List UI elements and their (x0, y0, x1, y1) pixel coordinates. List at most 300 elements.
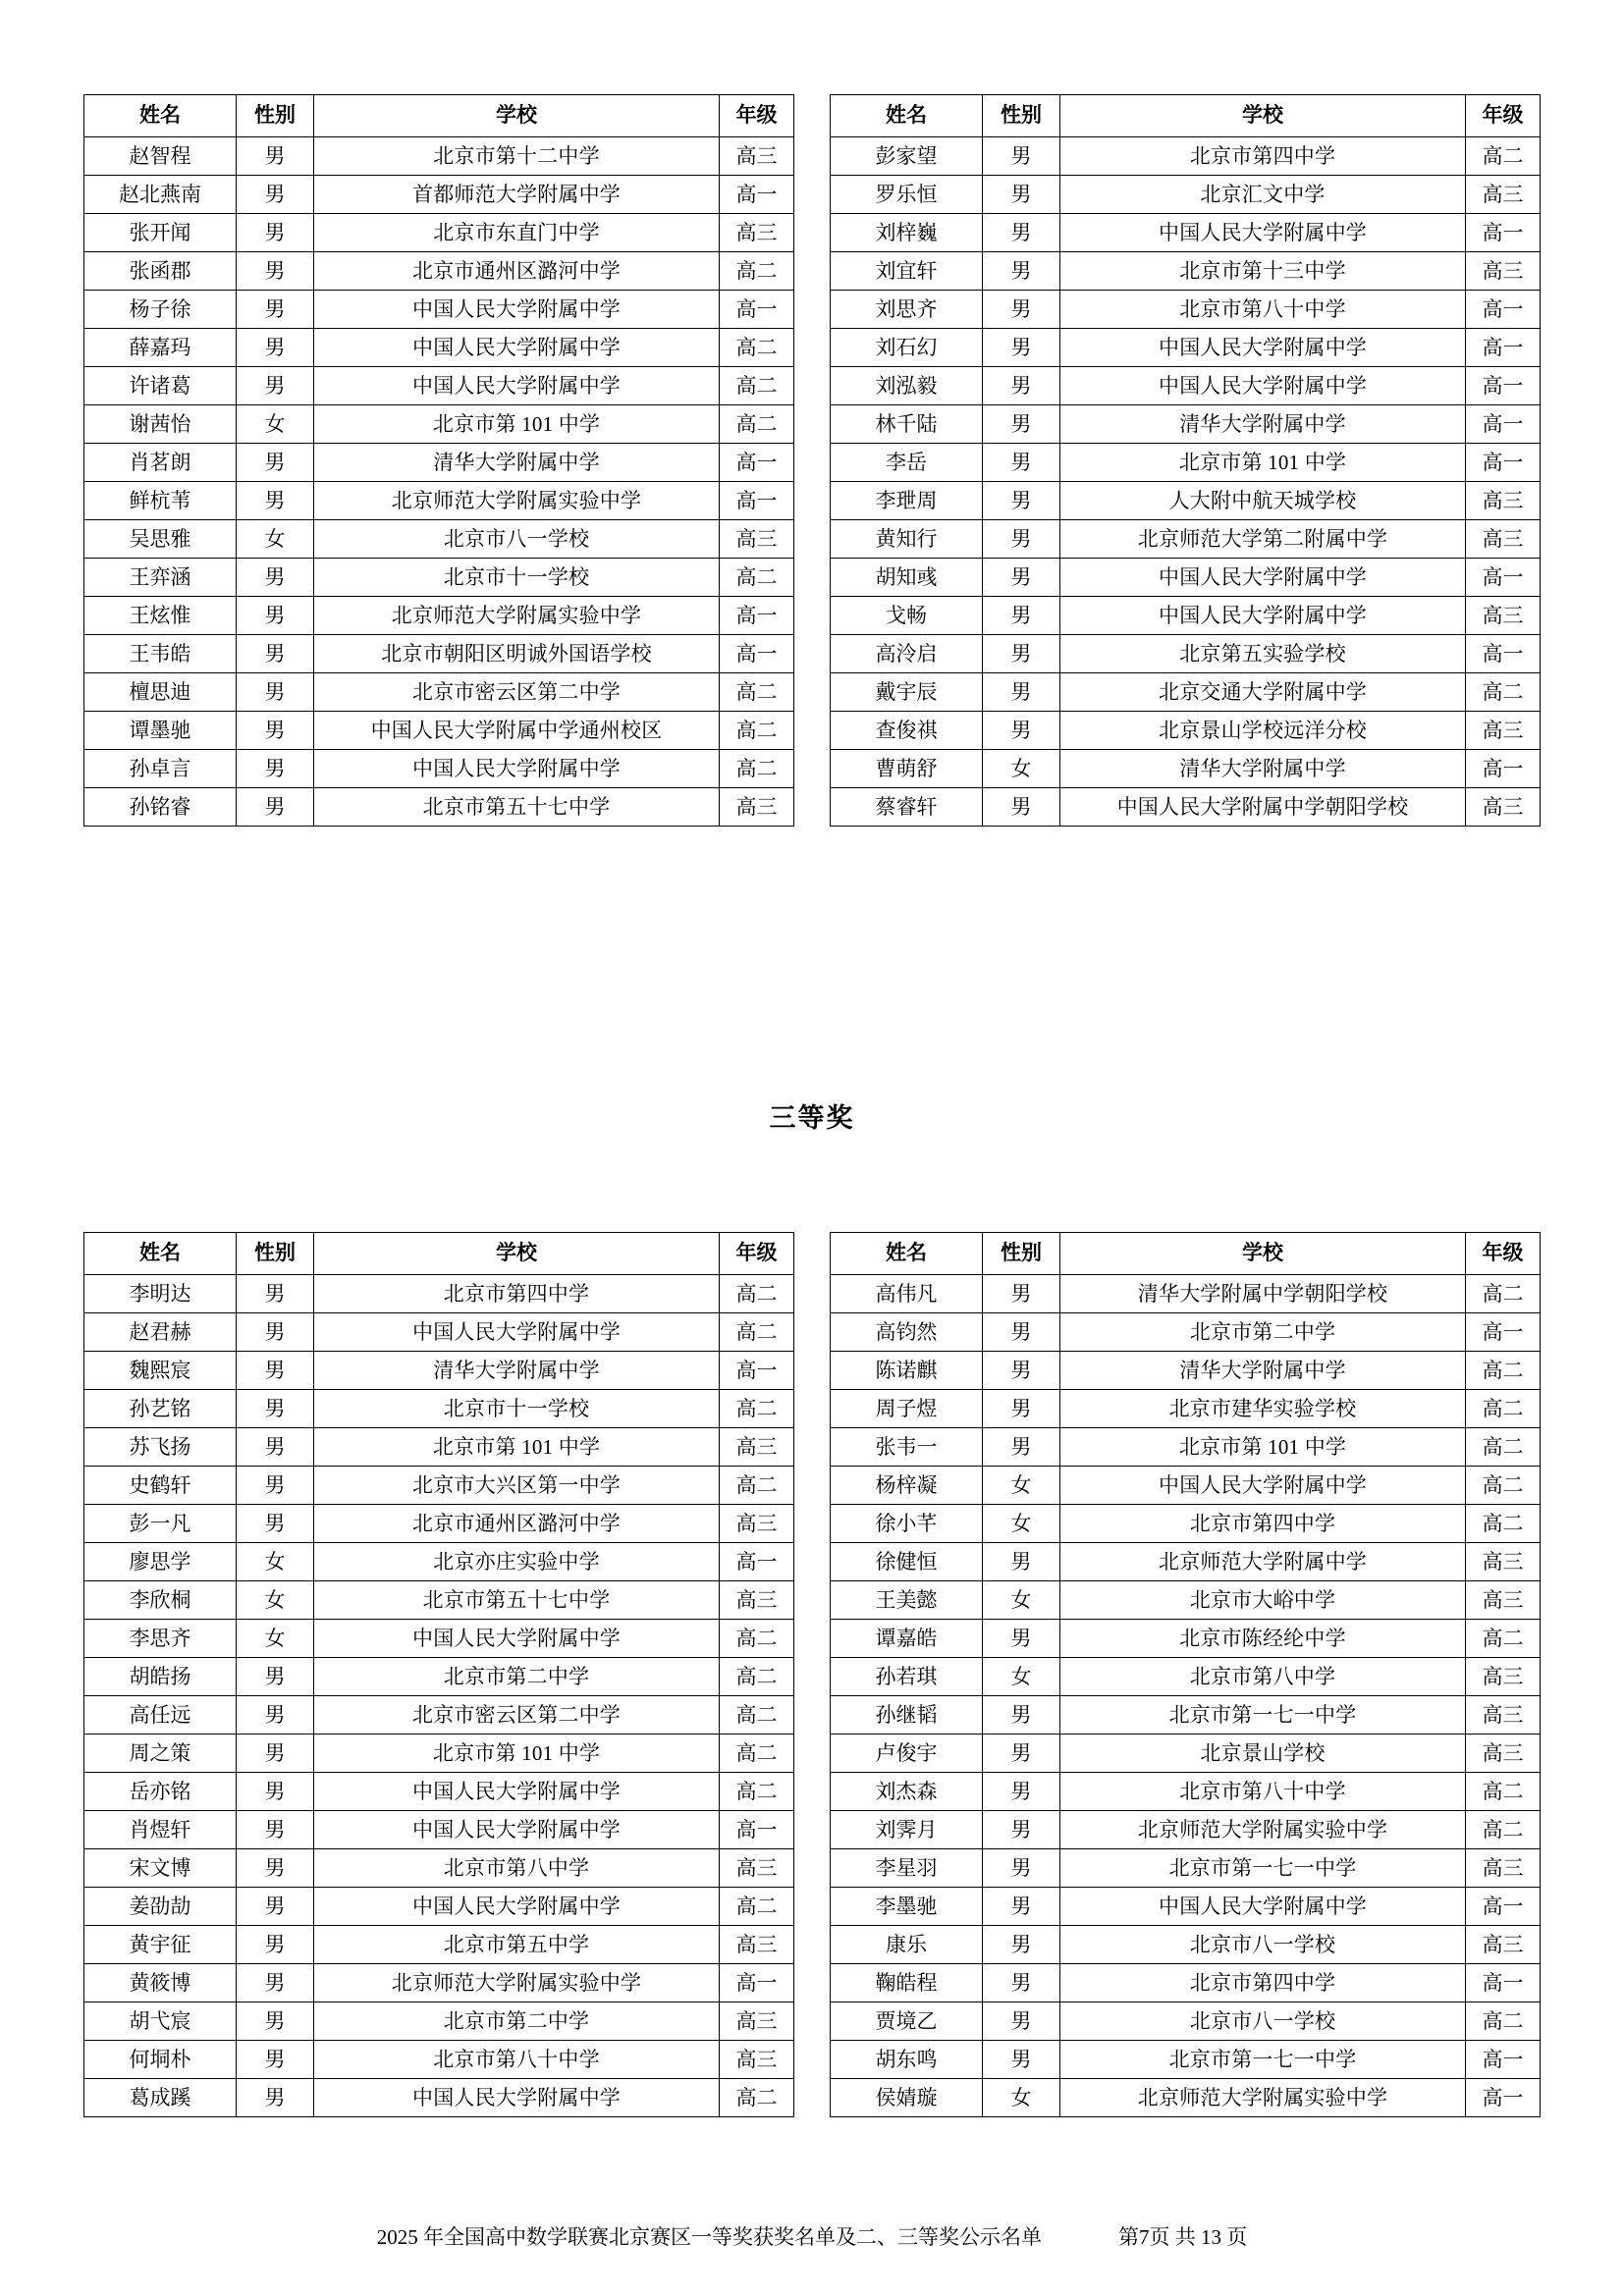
cell-name: 高任远 (84, 1696, 237, 1735)
cell-gender: 男 (237, 329, 314, 367)
third-prize-right-table (830, 1232, 1541, 2117)
cell-grade: 高三 (1466, 176, 1541, 214)
cell-grade: 高二 (720, 405, 794, 444)
cell-gender: 男 (237, 252, 314, 291)
third-prize-right-body (831, 1275, 1541, 2117)
cell-school: 中国人民大学附属中学 (314, 1620, 720, 1658)
third-prize-heading-wrap (0, 1096, 1624, 1135)
cell-grade: 高三 (720, 788, 794, 827)
footer-document-title: 2025 年全国高中数学联赛北京赛区一等奖获奖名单及二、三等奖公示名单 (376, 2225, 1042, 2249)
cell-name: 李欣桐 (84, 1581, 237, 1620)
cell-grade: 高二 (720, 329, 794, 367)
cell-grade: 高一 (720, 176, 794, 214)
cell-gender: 男 (237, 1811, 314, 1849)
table-row (84, 1505, 794, 1543)
cell-name: 王韦皓 (84, 635, 237, 673)
table-row (831, 1773, 1541, 1811)
cell-grade: 高一 (1466, 329, 1541, 367)
table-row (831, 2002, 1541, 2041)
cell-gender: 男 (237, 1658, 314, 1696)
table-row (831, 750, 1541, 788)
cell-gender: 男 (237, 1390, 314, 1428)
cell-grade: 高三 (720, 1926, 794, 1964)
cell-grade: 高二 (1466, 1467, 1541, 1505)
cell-name: 李玴周 (831, 482, 983, 520)
cell-grade: 高一 (1466, 405, 1541, 444)
cell-school: 首都师范大学附属中学 (314, 176, 720, 214)
table-row (831, 291, 1541, 329)
cell-grade: 高二 (720, 2079, 794, 2117)
cell-school: 北京市朝阳区明诚外国语学校 (314, 635, 720, 673)
table-row (831, 1849, 1541, 1888)
table-row (84, 559, 794, 597)
cell-grade: 高一 (1466, 444, 1541, 482)
cell-school: 北京市第八十中学 (1060, 1773, 1466, 1811)
cell-gender: 男 (237, 635, 314, 673)
cell-grade: 高一 (1466, 1888, 1541, 1926)
cell-grade: 高二 (720, 1390, 794, 1428)
cell-name: 孙继韬 (831, 1696, 983, 1735)
cell-gender: 女 (983, 1467, 1060, 1505)
table-row (84, 1581, 794, 1620)
column-header-gender: 性别 (983, 95, 1060, 137)
table-row (84, 1811, 794, 1849)
table-row (831, 367, 1541, 405)
cell-school: 北京市第五中学 (314, 1926, 720, 1964)
cell-school: 北京市建华实验学校 (1060, 1390, 1466, 1428)
column-header-school: 学校 (1060, 95, 1466, 137)
cell-name: 彭一凡 (84, 1505, 237, 1543)
cell-school: 北京市第 101 中学 (314, 1735, 720, 1773)
table-row (84, 597, 794, 635)
cell-grade: 高一 (720, 1964, 794, 2002)
cell-grade: 高三 (1466, 252, 1541, 291)
cell-name: 孙铭睿 (84, 788, 237, 827)
cell-school: 中国人民大学附属中学 (314, 291, 720, 329)
cell-gender: 男 (237, 750, 314, 788)
cell-grade: 高三 (1466, 1735, 1541, 1773)
cell-gender: 男 (237, 2079, 314, 2117)
cell-gender: 男 (983, 1773, 1060, 1811)
cell-school: 北京市第四中学 (1060, 137, 1466, 176)
cell-school: 北京市大峪中学 (1060, 1581, 1466, 1620)
cell-gender: 男 (983, 1696, 1060, 1735)
cell-school: 北京市第 101 中学 (314, 1428, 720, 1467)
table-row (831, 712, 1541, 750)
cell-name: 孙卓言 (84, 750, 237, 788)
cell-gender: 女 (237, 405, 314, 444)
cell-gender: 男 (237, 1964, 314, 2002)
cell-gender: 男 (237, 1505, 314, 1543)
cell-name: 戈畅 (831, 597, 983, 635)
table-row (831, 788, 1541, 827)
table-row (831, 405, 1541, 444)
cell-grade: 高三 (720, 1505, 794, 1543)
table-row (84, 214, 794, 252)
table-row (831, 214, 1541, 252)
cell-name: 岳亦铭 (84, 1773, 237, 1811)
cell-name: 刘思齐 (831, 291, 983, 329)
cell-name: 肖煜轩 (84, 1811, 237, 1849)
cell-school: 北京景山学校 (1060, 1735, 1466, 1773)
table-row (84, 712, 794, 750)
cell-school: 北京市第一七一中学 (1060, 1696, 1466, 1735)
column-header-gender: 性别 (237, 1233, 314, 1275)
cell-gender: 女 (237, 520, 314, 559)
cell-name: 林千陆 (831, 405, 983, 444)
cell-gender: 男 (983, 176, 1060, 214)
cell-gender: 男 (983, 1849, 1060, 1888)
cell-name: 刘石幻 (831, 329, 983, 367)
column-header-school: 学校 (314, 95, 720, 137)
third-prize-left-body (84, 1275, 794, 2117)
cell-name: 罗乐恒 (831, 176, 983, 214)
cell-grade: 高二 (1466, 1390, 1541, 1428)
table-row (84, 1888, 794, 1926)
cell-name: 戴宇辰 (831, 673, 983, 712)
cell-name: 魏熙宸 (84, 1352, 237, 1390)
table-row (84, 1735, 794, 1773)
cell-school: 清华大学附属中学 (314, 444, 720, 482)
cell-grade: 高一 (1466, 635, 1541, 673)
table-row (84, 750, 794, 788)
cell-gender: 男 (983, 2041, 1060, 2079)
table-row (84, 329, 794, 367)
cell-grade: 高三 (1466, 482, 1541, 520)
table-row (84, 635, 794, 673)
cell-grade: 高三 (1466, 1581, 1541, 1620)
cell-school: 清华大学附属中学 (314, 1352, 720, 1390)
cell-gender: 男 (983, 1543, 1060, 1581)
cell-school: 中国人民大学附属中学通州校区 (314, 712, 720, 750)
cell-grade: 高三 (1466, 1696, 1541, 1735)
cell-school: 北京市第八十中学 (1060, 291, 1466, 329)
cell-school: 北京师范大学附属中学 (1060, 1543, 1466, 1581)
cell-name: 鲜杭苇 (84, 482, 237, 520)
cell-grade: 高一 (720, 635, 794, 673)
cell-school: 北京第五实验学校 (1060, 635, 1466, 673)
cell-school: 北京市通州区潞河中学 (314, 1505, 720, 1543)
cell-grade: 高一 (1466, 559, 1541, 597)
cell-gender: 男 (237, 1352, 314, 1390)
cell-name: 李墨驰 (831, 1888, 983, 1926)
table-row (84, 1773, 794, 1811)
cell-school: 北京市通州区潞河中学 (314, 252, 720, 291)
cell-school: 北京市第 101 中学 (1060, 444, 1466, 482)
cell-school: 中国人民大学附属中学 (314, 2079, 720, 2117)
cell-name: 张韦一 (831, 1428, 983, 1467)
cell-gender: 男 (983, 1735, 1060, 1773)
cell-gender: 男 (983, 635, 1060, 673)
cell-name: 刘泓毅 (831, 367, 983, 405)
cell-gender: 男 (983, 1620, 1060, 1658)
cell-gender: 男 (983, 2002, 1060, 2041)
cell-name: 李星羽 (831, 1849, 983, 1888)
column-header-name: 姓名 (831, 1233, 983, 1275)
cell-school: 中国人民大学附属中学 (1060, 559, 1466, 597)
cell-name: 黄知行 (831, 520, 983, 559)
table-row (831, 1390, 1541, 1428)
column-header-grade: 年级 (720, 95, 794, 137)
cell-grade: 高二 (1466, 1811, 1541, 1849)
table-row (831, 1275, 1541, 1313)
cell-gender: 男 (983, 1964, 1060, 2002)
cell-name: 杨梓凝 (831, 1467, 983, 1505)
cell-name: 陈诺麒 (831, 1352, 983, 1390)
cell-grade: 高二 (720, 1275, 794, 1313)
cell-name: 卢俊宇 (831, 1735, 983, 1773)
cell-school: 北京市第 101 中学 (314, 405, 720, 444)
cell-grade: 高二 (720, 750, 794, 788)
cell-name: 苏飞扬 (84, 1428, 237, 1467)
cell-grade: 高三 (720, 520, 794, 559)
table-row (831, 1352, 1541, 1390)
cell-grade: 高二 (720, 252, 794, 291)
cell-school: 北京市第五十七中学 (314, 788, 720, 827)
cell-name: 胡东鸣 (831, 2041, 983, 2079)
cell-name: 孙若琪 (831, 1658, 983, 1696)
cell-gender: 男 (983, 1313, 1060, 1352)
page-footer (0, 2221, 1624, 2251)
cell-gender: 男 (983, 367, 1060, 405)
cell-grade: 高一 (1466, 750, 1541, 788)
cell-school: 北京市第四中学 (1060, 1964, 1466, 2002)
cell-gender: 男 (983, 520, 1060, 559)
cell-grade: 高二 (1466, 1620, 1541, 1658)
table-row (84, 1390, 794, 1428)
table-row (831, 673, 1541, 712)
cell-name: 廖思学 (84, 1543, 237, 1581)
cell-grade: 高一 (1466, 1964, 1541, 2002)
cell-name: 黄宇征 (84, 1926, 237, 1964)
cell-school: 北京师范大学附属实验中学 (314, 482, 720, 520)
cell-grade: 高三 (1466, 520, 1541, 559)
table-row (831, 520, 1541, 559)
cell-name: 侯婧璇 (831, 2079, 983, 2117)
cell-school: 北京市八一学校 (1060, 2002, 1466, 2041)
cell-gender: 男 (237, 137, 314, 176)
cell-grade: 高一 (1466, 2041, 1541, 2079)
cell-grade: 高二 (720, 1773, 794, 1811)
table-row (831, 1313, 1541, 1352)
table-row (84, 2079, 794, 2117)
cell-grade: 高三 (720, 137, 794, 176)
cell-gender: 男 (983, 291, 1060, 329)
cell-school: 北京师范大学附属实验中学 (314, 1964, 720, 2002)
cell-school: 北京市第 101 中学 (1060, 1428, 1466, 1467)
cell-gender: 男 (983, 559, 1060, 597)
cell-name: 蔡睿轩 (831, 788, 983, 827)
table-header-row (84, 95, 794, 137)
cell-school: 中国人民大学附属中学 (314, 750, 720, 788)
cell-school: 中国人民大学附属中学 (314, 329, 720, 367)
cell-grade: 高一 (720, 597, 794, 635)
second-prize-right-table (830, 94, 1541, 827)
table-row (84, 1543, 794, 1581)
table-row (84, 176, 794, 214)
cell-name: 王弈涵 (84, 559, 237, 597)
cell-grade: 高二 (720, 1696, 794, 1735)
table-row (84, 1467, 794, 1505)
second-prize-left-table (83, 94, 794, 827)
cell-school: 中国人民大学附属中学 (1060, 597, 1466, 635)
cell-gender: 女 (237, 1620, 314, 1658)
cell-name: 曹萌舒 (831, 750, 983, 788)
cell-name: 许诸葛 (84, 367, 237, 405)
cell-school: 北京市第十二中学 (314, 137, 720, 176)
table-row (831, 559, 1541, 597)
cell-name: 高钧然 (831, 1313, 983, 1352)
cell-gender: 男 (983, 252, 1060, 291)
cell-school: 中国人民大学附属中学朝阳学校 (1060, 788, 1466, 827)
cell-gender: 男 (983, 1390, 1060, 1428)
cell-school: 清华大学附属中学 (1060, 405, 1466, 444)
cell-gender: 女 (983, 1581, 1060, 1620)
cell-school: 人大附中航天城学校 (1060, 482, 1466, 520)
table-row (84, 1275, 794, 1313)
cell-gender: 男 (237, 1467, 314, 1505)
cell-name: 檀思迪 (84, 673, 237, 712)
cell-gender: 男 (237, 1735, 314, 1773)
cell-grade: 高三 (1466, 597, 1541, 635)
cell-name: 刘霁月 (831, 1811, 983, 1849)
cell-gender: 男 (237, 788, 314, 827)
cell-grade: 高一 (720, 482, 794, 520)
cell-school: 中国人民大学附属中学 (1060, 214, 1466, 252)
cell-name: 李岳 (831, 444, 983, 482)
table-row (84, 2002, 794, 2041)
cell-school: 北京景山学校远洋分校 (1060, 712, 1466, 750)
cell-name: 高伟凡 (831, 1275, 983, 1313)
table-header-row (831, 95, 1541, 137)
cell-gender: 男 (237, 2041, 314, 2079)
cell-school: 北京市第四中学 (1060, 1505, 1466, 1543)
table-row (831, 1735, 1541, 1773)
column-header-name: 姓名 (84, 1233, 237, 1275)
table-row (831, 1696, 1541, 1735)
cell-school: 北京市八一学校 (314, 520, 720, 559)
table-row (831, 597, 1541, 635)
cell-school: 北京师范大学附属实验中学 (314, 597, 720, 635)
cell-grade: 高一 (720, 1811, 794, 1849)
cell-school: 北京市大兴区第一中学 (314, 1467, 720, 1505)
table-row (84, 1696, 794, 1735)
cell-school: 北京市第一七一中学 (1060, 1849, 1466, 1888)
cell-school: 北京师范大学附属实验中学 (1060, 1811, 1466, 1849)
cell-school: 北京市密云区第二中学 (314, 1696, 720, 1735)
cell-grade: 高二 (720, 712, 794, 750)
cell-name: 赵君赫 (84, 1313, 237, 1352)
cell-name: 赵北燕南 (84, 176, 237, 214)
table-row (84, 367, 794, 405)
cell-grade: 高二 (1466, 2002, 1541, 2041)
cell-school: 北京市第八十中学 (314, 2041, 720, 2079)
cell-name: 张开闻 (84, 214, 237, 252)
table-row (831, 2079, 1541, 2117)
cell-school: 中国人民大学附属中学 (1060, 1888, 1466, 1926)
cell-name: 刘杰森 (831, 1773, 983, 1811)
table-row (831, 1658, 1541, 1696)
cell-grade: 高二 (1466, 137, 1541, 176)
column-header-school: 学校 (314, 1233, 720, 1275)
cell-school: 北京师范大学附属实验中学 (1060, 2079, 1466, 2117)
table-row (831, 2041, 1541, 2079)
cell-gender: 男 (237, 214, 314, 252)
cell-school: 清华大学附属中学 (1060, 1352, 1466, 1390)
column-header-gender: 性别 (983, 1233, 1060, 1275)
cell-name: 赵智程 (84, 137, 237, 176)
cell-school: 中国人民大学附属中学 (314, 1888, 720, 1926)
cell-gender: 男 (983, 214, 1060, 252)
cell-grade: 高三 (720, 214, 794, 252)
cell-grade: 高二 (720, 1735, 794, 1773)
table-row (831, 137, 1541, 176)
cell-grade: 高二 (720, 1658, 794, 1696)
cell-gender: 男 (983, 1926, 1060, 1964)
cell-name: 薛嘉玛 (84, 329, 237, 367)
cell-name: 何垌朴 (84, 2041, 237, 2079)
cell-gender: 男 (237, 1888, 314, 1926)
cell-name: 贾境乙 (831, 2002, 983, 2041)
cell-name: 谭墨驰 (84, 712, 237, 750)
cell-gender: 女 (983, 1505, 1060, 1543)
cell-name: 李明达 (84, 1275, 237, 1313)
table-row (84, 788, 794, 827)
cell-name: 胡弋宸 (84, 2002, 237, 2041)
column-header-grade: 年级 (1466, 1233, 1541, 1275)
cell-gender: 男 (237, 176, 314, 214)
cell-gender: 男 (983, 482, 1060, 520)
table-row (84, 482, 794, 520)
cell-gender: 男 (983, 673, 1060, 712)
table-header-row (84, 1233, 794, 1275)
cell-grade: 高二 (1466, 1505, 1541, 1543)
cell-name: 王美懿 (831, 1581, 983, 1620)
cell-gender: 男 (983, 1428, 1060, 1467)
cell-grade: 高一 (720, 1543, 794, 1581)
cell-gender: 女 (983, 1658, 1060, 1696)
cell-grade: 高一 (1466, 291, 1541, 329)
cell-name: 周之策 (84, 1735, 237, 1773)
cell-name: 王炫惟 (84, 597, 237, 635)
cell-grade: 高二 (1466, 1773, 1541, 1811)
table-row (84, 291, 794, 329)
cell-gender: 男 (237, 367, 314, 405)
cell-gender: 男 (237, 1926, 314, 1964)
cell-name: 宋文博 (84, 1849, 237, 1888)
cell-name: 谢茜怡 (84, 405, 237, 444)
cell-school: 北京市第二中学 (314, 1658, 720, 1696)
cell-gender: 女 (983, 2079, 1060, 2117)
cell-gender: 男 (983, 1275, 1060, 1313)
column-header-grade: 年级 (720, 1233, 794, 1275)
cell-gender: 男 (237, 1696, 314, 1735)
cell-school: 北京市第二中学 (314, 2002, 720, 2041)
cell-grade: 高三 (1466, 1926, 1541, 1964)
cell-name: 杨子徐 (84, 291, 237, 329)
cell-name: 康乐 (831, 1926, 983, 1964)
cell-name: 查俊祺 (831, 712, 983, 750)
table-row (831, 1964, 1541, 2002)
cell-name: 鞠皓程 (831, 1964, 983, 2002)
cell-school: 中国人民大学附属中学 (314, 1773, 720, 1811)
cell-name: 胡皓扬 (84, 1658, 237, 1696)
cell-grade: 高一 (720, 444, 794, 482)
cell-school: 北京市第八中学 (314, 1849, 720, 1888)
cell-name: 史鹤轩 (84, 1467, 237, 1505)
cell-gender: 男 (983, 712, 1060, 750)
table-header-row (831, 1233, 1541, 1275)
